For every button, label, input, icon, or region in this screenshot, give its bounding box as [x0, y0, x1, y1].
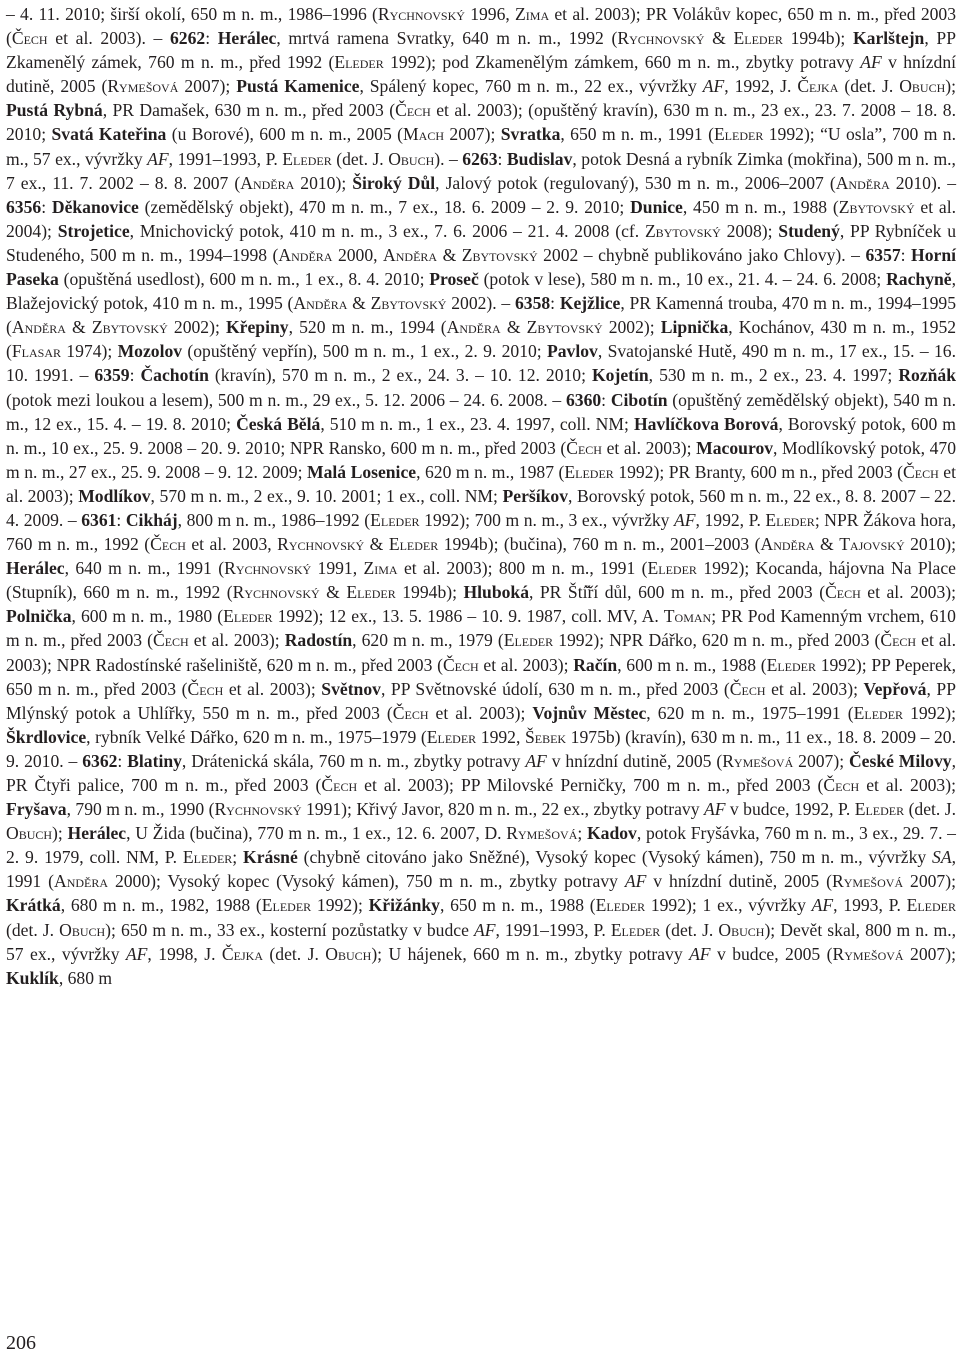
- text-run: 1992); PR Branty, 600 m n., před 2003 (: [613, 461, 904, 482]
- text-run: et al. 2004);: [6, 196, 956, 241]
- text-run: 1992); PP Peperek, 650 m n. m., před 2003 (: [6, 654, 957, 699]
- author-name: Zbytovský: [838, 196, 915, 217]
- body-text: [6, 2, 956, 990]
- author-name: Rymešová: [506, 823, 578, 844]
- bold-term: Strojetice: [57, 220, 130, 241]
- text-run: 2002);: [167, 317, 226, 338]
- text-run: (zemědělský objekt), 470 m n. m., 7 ex., 18. 6. 2009 – 2. 9. 2010;: [138, 196, 631, 217]
- bold-term: Modlíkov: [78, 485, 151, 506]
- text-run: , 620 m n. m., 1975–1991 (: [646, 702, 854, 723]
- text-run: (det. J.: [6, 919, 60, 940]
- text-run: (u Borové), 600 m n. m., 2005 (: [166, 124, 404, 145]
- text-run: 1975b) (kravín), 630 m n. m., 11 ex., 18. 8. 2009 – 20. 9. 2010. –: [6, 726, 956, 771]
- bold-term: 6359: [94, 365, 130, 386]
- text-run: , Drátenická skála, 760 m n. m., zbytky potravy: [181, 750, 526, 771]
- author-name: Rymešová: [832, 871, 904, 892]
- italic-term: AF: [147, 148, 169, 169]
- text-run: , 570 m n. m., 2 ex., 9. 10. 2001; 1 ex., coll. NM;: [150, 485, 503, 506]
- author-name: Zima: [363, 558, 398, 579]
- text-run: ; NPR Žákova hora, 760 m n. m., 1992 (: [6, 509, 956, 555]
- author-name: Eleder: [282, 148, 332, 169]
- bold-term: Kejžlice: [559, 293, 621, 314]
- author-name: Anděra: [11, 317, 66, 338]
- bold-term: 6356: [6, 196, 42, 217]
- bold-term: Křepiny: [226, 317, 289, 338]
- text-run: 1974);: [60, 341, 118, 362]
- text-run: &: [814, 534, 840, 555]
- text-run: (det. J.: [660, 919, 719, 940]
- text-run: et al. 2003);: [765, 678, 864, 699]
- text-run: 2010);: [904, 534, 957, 555]
- author-name: Čech: [823, 775, 860, 795]
- author-name: Anděra: [278, 244, 333, 265]
- author-name: Anděra: [53, 871, 109, 892]
- bold-term: Děkanovice: [51, 196, 139, 217]
- author-name: Rychnovský: [377, 4, 465, 24]
- text-run: 2000); Vysoký kopec (Vysoký kámen), 750 m n. m., zbytky potravy: [108, 871, 625, 892]
- bold-term: Karlštejn: [853, 28, 925, 49]
- text-run: et al. 2003,: [185, 534, 278, 555]
- text-run: , Jalový potok (regulovaný), 530 m n. m., 2006–2007 (: [435, 172, 836, 193]
- text-run: (det. J.: [331, 148, 389, 169]
- text-run: (det. J.: [263, 943, 326, 964]
- bold-term: 6262: [170, 28, 206, 49]
- bold-term: Havlíčkova Borová: [633, 413, 779, 434]
- text-run: , potok Fryšávka, 760 m n. m., 3 ex., 29. 7. – 2. 9. 1979, coll. NM, P.: [6, 823, 956, 868]
- author-name: Eleder: [223, 606, 273, 627]
- author-name: Obuch: [899, 76, 946, 97]
- author-name: Anděra: [835, 172, 890, 193]
- author-name: Eleder: [733, 28, 783, 49]
- text-run: );: [52, 823, 68, 844]
- text-run: , potok Desná a rybník Zimka (mokřina), 500 m n. m., 7 ex., 11. 7. 2002 – 8. 8. 2007 (: [6, 148, 956, 193]
- bold-term: Lipnička: [660, 317, 729, 338]
- author-name: Zbytovský: [526, 317, 603, 338]
- bold-term: Kuklík: [6, 967, 59, 988]
- text-run: et al. 2003). –: [47, 28, 170, 49]
- author-name: Obuch: [325, 943, 372, 964]
- text-run: , 650 m n. m., 1991 (: [560, 124, 714, 145]
- author-name: Anděra: [240, 172, 295, 193]
- bold-term: 6361: [81, 509, 117, 530]
- text-run: &: [500, 317, 527, 338]
- text-run: 1992); Kocanda, hájovna Na Place (Stupník), 660 m n. m., 1992 (: [6, 558, 956, 603]
- bold-term: Studený: [778, 220, 840, 241]
- bold-term: České Milovy: [848, 750, 952, 771]
- text-run: – 4. 11. 2010; širší okolí, 650 m n. m., 1986–1996 (: [6, 4, 378, 24]
- bold-term: Krátká: [6, 895, 61, 916]
- text-run: , Spálený kopec, 760 m n. m., 22 ex., vývržky: [359, 76, 703, 97]
- text-run: , 1991 (: [6, 847, 956, 892]
- bold-term: Herálec: [217, 28, 277, 49]
- text-run: (opuštěný zemědělský objekt), 540 m n. m., 12 ex., 15. 4. – 19. 8. 2010;: [6, 389, 957, 434]
- text-run: et al. 2003); (opuštěný kravín), 630 m n. m., 23 ex., 23. 7. 2008 – 18. 8. 2010;: [6, 100, 956, 145]
- bold-term: Pustá Kamenice: [236, 76, 360, 97]
- text-run: et al. 2003);: [860, 582, 957, 603]
- text-run: et al. 2003);: [6, 461, 956, 506]
- author-name: Mach: [403, 124, 444, 145]
- text-run: 1992); pod Zkamenělým zámkem, 660 m n. m., zbytky potravy: [383, 52, 861, 73]
- text-run: , 600 m n. m., 1988 (: [617, 654, 767, 675]
- bold-term: Pavlov: [547, 341, 598, 362]
- italic-term: AF: [624, 871, 647, 892]
- text-run: , 1991–1993, P.: [168, 148, 283, 169]
- text-run: 2002). –: [446, 293, 515, 314]
- text-run: et al. 2003);: [478, 654, 574, 675]
- text-run: , Modlíkovský potok, 470 m n. m., 27 ex., 25. 9. 2008 – 9. 12. 2009;: [6, 437, 956, 482]
- bold-term: Dunice: [630, 196, 683, 217]
- italic-term: AF: [125, 943, 148, 964]
- bold-term: Vojnův Městec: [532, 702, 647, 723]
- text-run: :: [205, 28, 218, 49]
- author-name: Eleder: [766, 654, 816, 675]
- text-run: , U Žida (bučina), 770 m n. m., 1 ex., 12. 6. 2007, D.: [126, 823, 507, 844]
- text-run: 2008);: [720, 220, 779, 241]
- bold-term: 6358: [514, 293, 551, 314]
- text-run: 2002 – chybně publikováno jako Chlovy). –: [537, 244, 866, 265]
- author-name: Čech: [187, 678, 224, 699]
- bold-term: Svratka: [500, 124, 561, 145]
- text-run: 2010);: [294, 172, 353, 193]
- author-name: Zbytovský: [370, 293, 447, 314]
- text-run: , Borovský potok, 560 m n. m., 22 ex., 8. 8. 2007 – 22. 4. 2009. –: [6, 485, 956, 530]
- author-name: Obuch: [388, 148, 435, 169]
- text-run: (opuštěná usedlost), 600 m n. m., 1 ex., 8. 4. 2010;: [58, 269, 430, 290]
- text-run: , PP Zkamenělý zámek, 760 m n. m., před 1992 (: [6, 28, 956, 73]
- text-run: &: [319, 582, 347, 603]
- bold-term: Kadov: [586, 823, 637, 844]
- bold-term: 6362: [82, 750, 118, 771]
- author-name: Rychnovský: [232, 582, 320, 603]
- bold-term: Čachotín: [140, 365, 209, 386]
- author-name: Eleder: [854, 799, 905, 820]
- author-name: Anděra: [446, 317, 501, 338]
- text-run: 2002);: [602, 317, 661, 338]
- author-name: Obuch: [718, 919, 765, 940]
- text-run: (potok mezi loukou a lesem), 500 m n. m., 29 ex., 5. 12. 2006 – 24. 6. 2008. –: [6, 389, 566, 410]
- text-run: , Borovský potok, 600 m n. m., 10 ex., 25. 9. 2008 – 20. 9. 2010; NPR Ransko, 600 m n. m., před 2003 (: [6, 413, 956, 458]
- bold-term: 6360: [565, 389, 602, 410]
- author-name: Eleder: [370, 509, 420, 530]
- bold-term: Rachyně: [886, 269, 952, 290]
- text-run: , 680 m: [58, 967, 113, 988]
- text-run: , Mnichovický potok, 410 m n. m., 3 ex., 7. 6. 2006 – 21. 4. 2008 (cf.: [129, 220, 645, 241]
- text-run: &: [704, 28, 734, 49]
- italic-term: AF: [674, 509, 696, 530]
- text-run: , 800 m n. m., 1986–1992 (: [177, 509, 371, 530]
- text-run: , PR Kamenná trouba, 470 m n. m., 1994–1995 (: [6, 293, 956, 338]
- italic-term: AF: [525, 750, 547, 771]
- text-run: , 1991–1993, P.: [495, 919, 611, 940]
- text-run: , 450 m n. m., 1988 (: [682, 196, 839, 217]
- text-run: :: [497, 148, 507, 169]
- author-name: Čech: [880, 630, 917, 651]
- text-run: 1992);: [903, 702, 957, 723]
- text-run: :: [601, 389, 611, 410]
- text-run: 2007);: [903, 871, 956, 892]
- text-run: (chybně citováno jako Sněžné), Vysoký kopec (Vysoký kámen), 750 m n. m., vývržky: [297, 847, 933, 868]
- author-name: Čech: [152, 630, 189, 651]
- page-number: 206: [6, 1332, 36, 1354]
- bold-term: Kojetín: [591, 365, 649, 386]
- italic-term: AF: [473, 919, 496, 940]
- text-run: , 1992, J.: [724, 76, 798, 97]
- text-run: ); 650 m n. m., 33 ex., kosterní pozůstatky v budce: [105, 919, 474, 940]
- bold-term: Fryšava: [6, 799, 67, 820]
- text-run: , 530 m n. m., 2 ex., 23. 4. 1997;: [648, 365, 899, 386]
- author-name: Eleder: [906, 895, 957, 916]
- text-run: , 790 m n. m., 1990 (: [66, 799, 215, 820]
- italic-term: AF: [860, 52, 882, 73]
- bold-term: Budislav: [506, 148, 573, 169]
- bold-term: Horní Paseka: [6, 244, 957, 290]
- author-name: Tajovský: [839, 534, 905, 555]
- text-run: ;: [577, 823, 587, 844]
- author-name: Čech: [392, 702, 429, 723]
- text-run: 2007);: [444, 124, 501, 145]
- bold-term: Krásné: [243, 847, 298, 868]
- author-name: Rychnovský: [617, 28, 705, 49]
- text-run: , 640 m n. m., 1991 (: [64, 558, 225, 579]
- text-run: , 1993, P.: [833, 895, 907, 916]
- text-run: :: [550, 293, 560, 314]
- text-run: , 600 m n. m., 1980 (: [71, 606, 224, 627]
- author-name: Eleder: [388, 534, 439, 555]
- text-run: , PP Rybníček u Studeného, 500 m n. m., 1994–1998 (: [6, 220, 957, 265]
- author-name: Eleder: [334, 52, 384, 73]
- text-run: :: [41, 196, 52, 217]
- bold-term: Macourov: [696, 437, 774, 458]
- text-run: (det. J.: [838, 76, 900, 97]
- author-name: Eleder: [610, 919, 661, 940]
- bold-term: Škrdlovice: [6, 726, 87, 747]
- text-run: 1992); 12 ex., 13. 5. 1986 – 10. 9. 1987, coll. MV, A.: [272, 606, 664, 627]
- italic-term: AF: [689, 943, 711, 964]
- text-run: &: [347, 293, 371, 314]
- text-run: , 620 m n. m., 1979 (: [352, 630, 504, 651]
- author-name: Zbytovský: [461, 244, 538, 265]
- text-run: , PR Damašek, 630 m n. m., před 2003 (: [102, 100, 396, 121]
- text-run: v hnízdní dutině, 2005 (: [646, 871, 833, 892]
- text-run: , 650 m n. m., 1988 (: [439, 895, 596, 916]
- italic-term: AF: [702, 76, 725, 97]
- author-name: Eleder: [182, 847, 233, 868]
- text-run: ;: [232, 847, 244, 868]
- text-run: , 680 m n. m., 1982, 1988 (: [60, 895, 262, 916]
- text-run: et al. 2003);: [859, 775, 956, 795]
- text-run: ; PR Pod Kamenným vrchem, 610 m n. m., před 2003 (: [6, 606, 956, 651]
- text-run: , 520 m n. m., 1994 (: [288, 317, 447, 338]
- text-run: ); Devět skal, 800 m n. m., 57 ex., vývržky: [6, 919, 956, 964]
- text-run: , PR Ští̌ří důl, 600 m n. m., před 2003 (: [529, 582, 826, 603]
- author-name: Eleder: [564, 461, 614, 482]
- author-name: Eleder: [261, 895, 312, 916]
- text-run: 1994b);: [395, 582, 464, 603]
- text-run: :: [900, 244, 912, 265]
- author-name: Zbytovský: [644, 220, 721, 241]
- bold-term: Pustá Rybná: [6, 100, 103, 121]
- bold-term: Světnov: [321, 678, 381, 699]
- author-name: Rychnovský: [277, 534, 365, 555]
- text-run: , PR Čtyři palice, 700 m n. m., před 2003 (: [6, 750, 956, 795]
- author-name: Anděra: [760, 534, 815, 555]
- text-run: et al. 2003); PP Milovské Perničky, 700 m n. m., před 2003 (: [357, 775, 824, 795]
- text-run: );: [945, 76, 957, 97]
- text-run: , 510 m n. m., 1 ex., 23. 4. 1997, coll. NM;: [320, 413, 634, 434]
- author-name: Eleder: [346, 582, 396, 603]
- author-name: Obuch: [6, 823, 53, 844]
- bold-term: Herálec: [6, 558, 65, 579]
- bold-term: Křižánky: [368, 895, 440, 916]
- text-run: 1991,: [311, 558, 364, 579]
- author-name: Eleder: [426, 726, 477, 747]
- text-run: 1994b);: [782, 28, 853, 49]
- bold-term: Herálec: [67, 823, 127, 844]
- text-run: et al. 2003); PR Volákův kopec, 650 m n. m., před 2003 (: [6, 4, 957, 49]
- text-run: et al. 2003);: [601, 437, 697, 458]
- author-name: Rymešová: [832, 943, 904, 964]
- text-run: ); U hájenek, 660 m n. m., zbytky potravy: [371, 943, 690, 964]
- text-run: :: [129, 365, 141, 386]
- text-run: 1996,: [464, 4, 516, 24]
- text-run: 1992);: [311, 895, 369, 916]
- bold-term: Radostín: [284, 630, 353, 651]
- author-name: Čech: [825, 582, 861, 603]
- text-run: (opuštěný vepřín), 500 m n. m., 1 ex., 2. 9. 2010;: [182, 341, 548, 362]
- author-name: Rychnovský: [214, 799, 302, 820]
- text-run: v hnízdní dutině, 2005 (: [6, 52, 956, 97]
- bold-term: 6263: [462, 148, 498, 169]
- text-run: ). –: [434, 148, 463, 169]
- author-name: Čech: [566, 437, 602, 458]
- text-run: 1991); Křivý Javor, 820 m n. m., 22 ex., zbytky potravy: [301, 799, 704, 820]
- text-run: (kravín), 570 m n. m., 2 ex., 24. 3. – 10. 12. 2010;: [208, 365, 592, 386]
- bold-term: Polnička: [6, 606, 72, 627]
- bold-term: Rozňák: [898, 365, 956, 386]
- text-run: v budce, 1992, P.: [725, 799, 855, 820]
- author-name: Anděra: [383, 244, 438, 265]
- bold-term: Mozolov: [117, 341, 183, 362]
- author-name: Eleder: [713, 124, 764, 145]
- text-run: , PP Mlýnský potok a Uhlířky, 550 m n. m., před 2003 (: [6, 678, 956, 723]
- text-run: et al. 2003); NPR Radostínské rašeliniště, 620 m n. m., před 2003 (: [6, 630, 956, 675]
- bold-term: Česká Bělá: [236, 413, 321, 434]
- author-name: Rymešová: [722, 750, 794, 771]
- author-name: Rymešová: [107, 76, 179, 97]
- text-run: et al. 2003);: [428, 702, 533, 723]
- author-name: Čejka: [221, 943, 263, 964]
- text-run: , rybník Velké Dářko, 620 m n. m., 1975–1979 (: [86, 726, 427, 747]
- text-run: et al. 2003);: [188, 630, 285, 651]
- author-name: Toman: [663, 606, 712, 627]
- author-name: Čech: [321, 775, 358, 795]
- bold-term: Cikháj: [125, 509, 178, 530]
- bold-term: Cibotín: [610, 389, 668, 410]
- author-name: Anděra: [293, 293, 348, 314]
- text-run: :: [117, 750, 128, 771]
- bold-term: 6357: [865, 244, 901, 265]
- bold-term: Proseč: [429, 269, 479, 290]
- author-name: Zima: [515, 4, 550, 24]
- author-name: Eleder: [595, 895, 646, 916]
- text-run: 2007);: [903, 943, 956, 964]
- text-run: (det. J.: [904, 799, 957, 820]
- author-name: Zbytovský: [91, 317, 168, 338]
- author-name: Čech: [903, 461, 939, 482]
- italic-term: SA: [932, 847, 952, 868]
- author-name: Čech: [150, 534, 186, 555]
- text-run: , 1998, J.: [147, 943, 222, 964]
- text-run: , 1992, P.: [695, 509, 766, 530]
- author-name: Eleder: [647, 558, 697, 579]
- text-run: &: [364, 534, 389, 555]
- author-name: Čech: [442, 654, 479, 675]
- text-run: 2000,: [332, 244, 384, 265]
- text-run: , PP Světnovské údolí, 630 m n. m., před 2003 (: [380, 678, 730, 699]
- author-name: Eleder: [503, 630, 554, 651]
- text-run: &: [65, 317, 92, 338]
- author-name: Šebek: [524, 726, 567, 747]
- italic-term: AF: [703, 799, 726, 820]
- text-run: 1992); 700 m n. m., 3 ex., vývržky: [419, 509, 675, 530]
- italic-term: AF: [811, 895, 834, 916]
- bold-term: Peršíkov: [502, 485, 569, 506]
- text-run: :: [116, 509, 126, 530]
- bold-term: Široký Důl: [352, 172, 436, 193]
- author-name: Čech: [729, 678, 766, 699]
- text-run: 1994b); (bučina), 760 m n. m., 2001–2003 (: [438, 534, 761, 555]
- author-name: Eleder: [853, 702, 904, 723]
- text-run: , Svatojanské Hutě, 490 m n. m., 17 ex., 15. – 16. 10. 1991. –: [6, 341, 956, 386]
- bold-term: Hluboká: [463, 582, 530, 603]
- text-run: v hnízdní dutině, 2005 (: [546, 750, 723, 771]
- bold-term: Račín: [573, 654, 618, 675]
- text-run: , Kochánov, 430 m n. m., 1952 (: [6, 317, 957, 362]
- author-name: Čech: [395, 100, 431, 121]
- text-run: v budce, 2005 (: [710, 943, 833, 964]
- author-name: Rychnovský: [224, 558, 312, 579]
- author-name: Flasar: [11, 341, 61, 362]
- text-run: et al. 2003); 800 m n. m., 1991 (: [397, 558, 648, 579]
- text-run: 1992); NPR Dářko, 620 m n. m., před 2003 (: [553, 630, 881, 651]
- bold-term: Vepřová: [863, 678, 927, 699]
- text-run: 2010). –: [889, 172, 957, 193]
- author-name: Eleder: [765, 509, 815, 530]
- author-name: Obuch: [59, 919, 106, 940]
- text-run: 2007);: [793, 750, 849, 771]
- text-run: et al. 2003);: [223, 678, 322, 699]
- bold-term: Svatá Kateřina: [51, 124, 167, 145]
- author-name: Čejka: [797, 76, 839, 97]
- text-run: &: [437, 244, 462, 265]
- text-run: (potok v lese), 580 m n. m., 10 ex., 21. 4. – 24. 6. 2008;: [478, 269, 887, 290]
- bold-term: Malá Losenice: [306, 461, 417, 482]
- bold-term: Blatiny: [127, 750, 182, 771]
- text-run: 1992); 1 ex., vývržky: [645, 895, 812, 916]
- text-run: , Blažejovický potok, 410 m n. m., 1995 (: [6, 269, 956, 314]
- text-run: , mrtvá ramena Svratky, 640 m n. m., 1992 (: [276, 28, 618, 49]
- text-run: 1992); “U osla”, 700 m n. m., 57 ex., vývržky: [6, 124, 956, 169]
- author-name: Čech: [11, 28, 48, 49]
- text-run: 1992,: [476, 726, 525, 747]
- text-run: , 620 m n. m., 1987 (: [416, 461, 565, 482]
- text-run: 2007);: [178, 76, 237, 97]
